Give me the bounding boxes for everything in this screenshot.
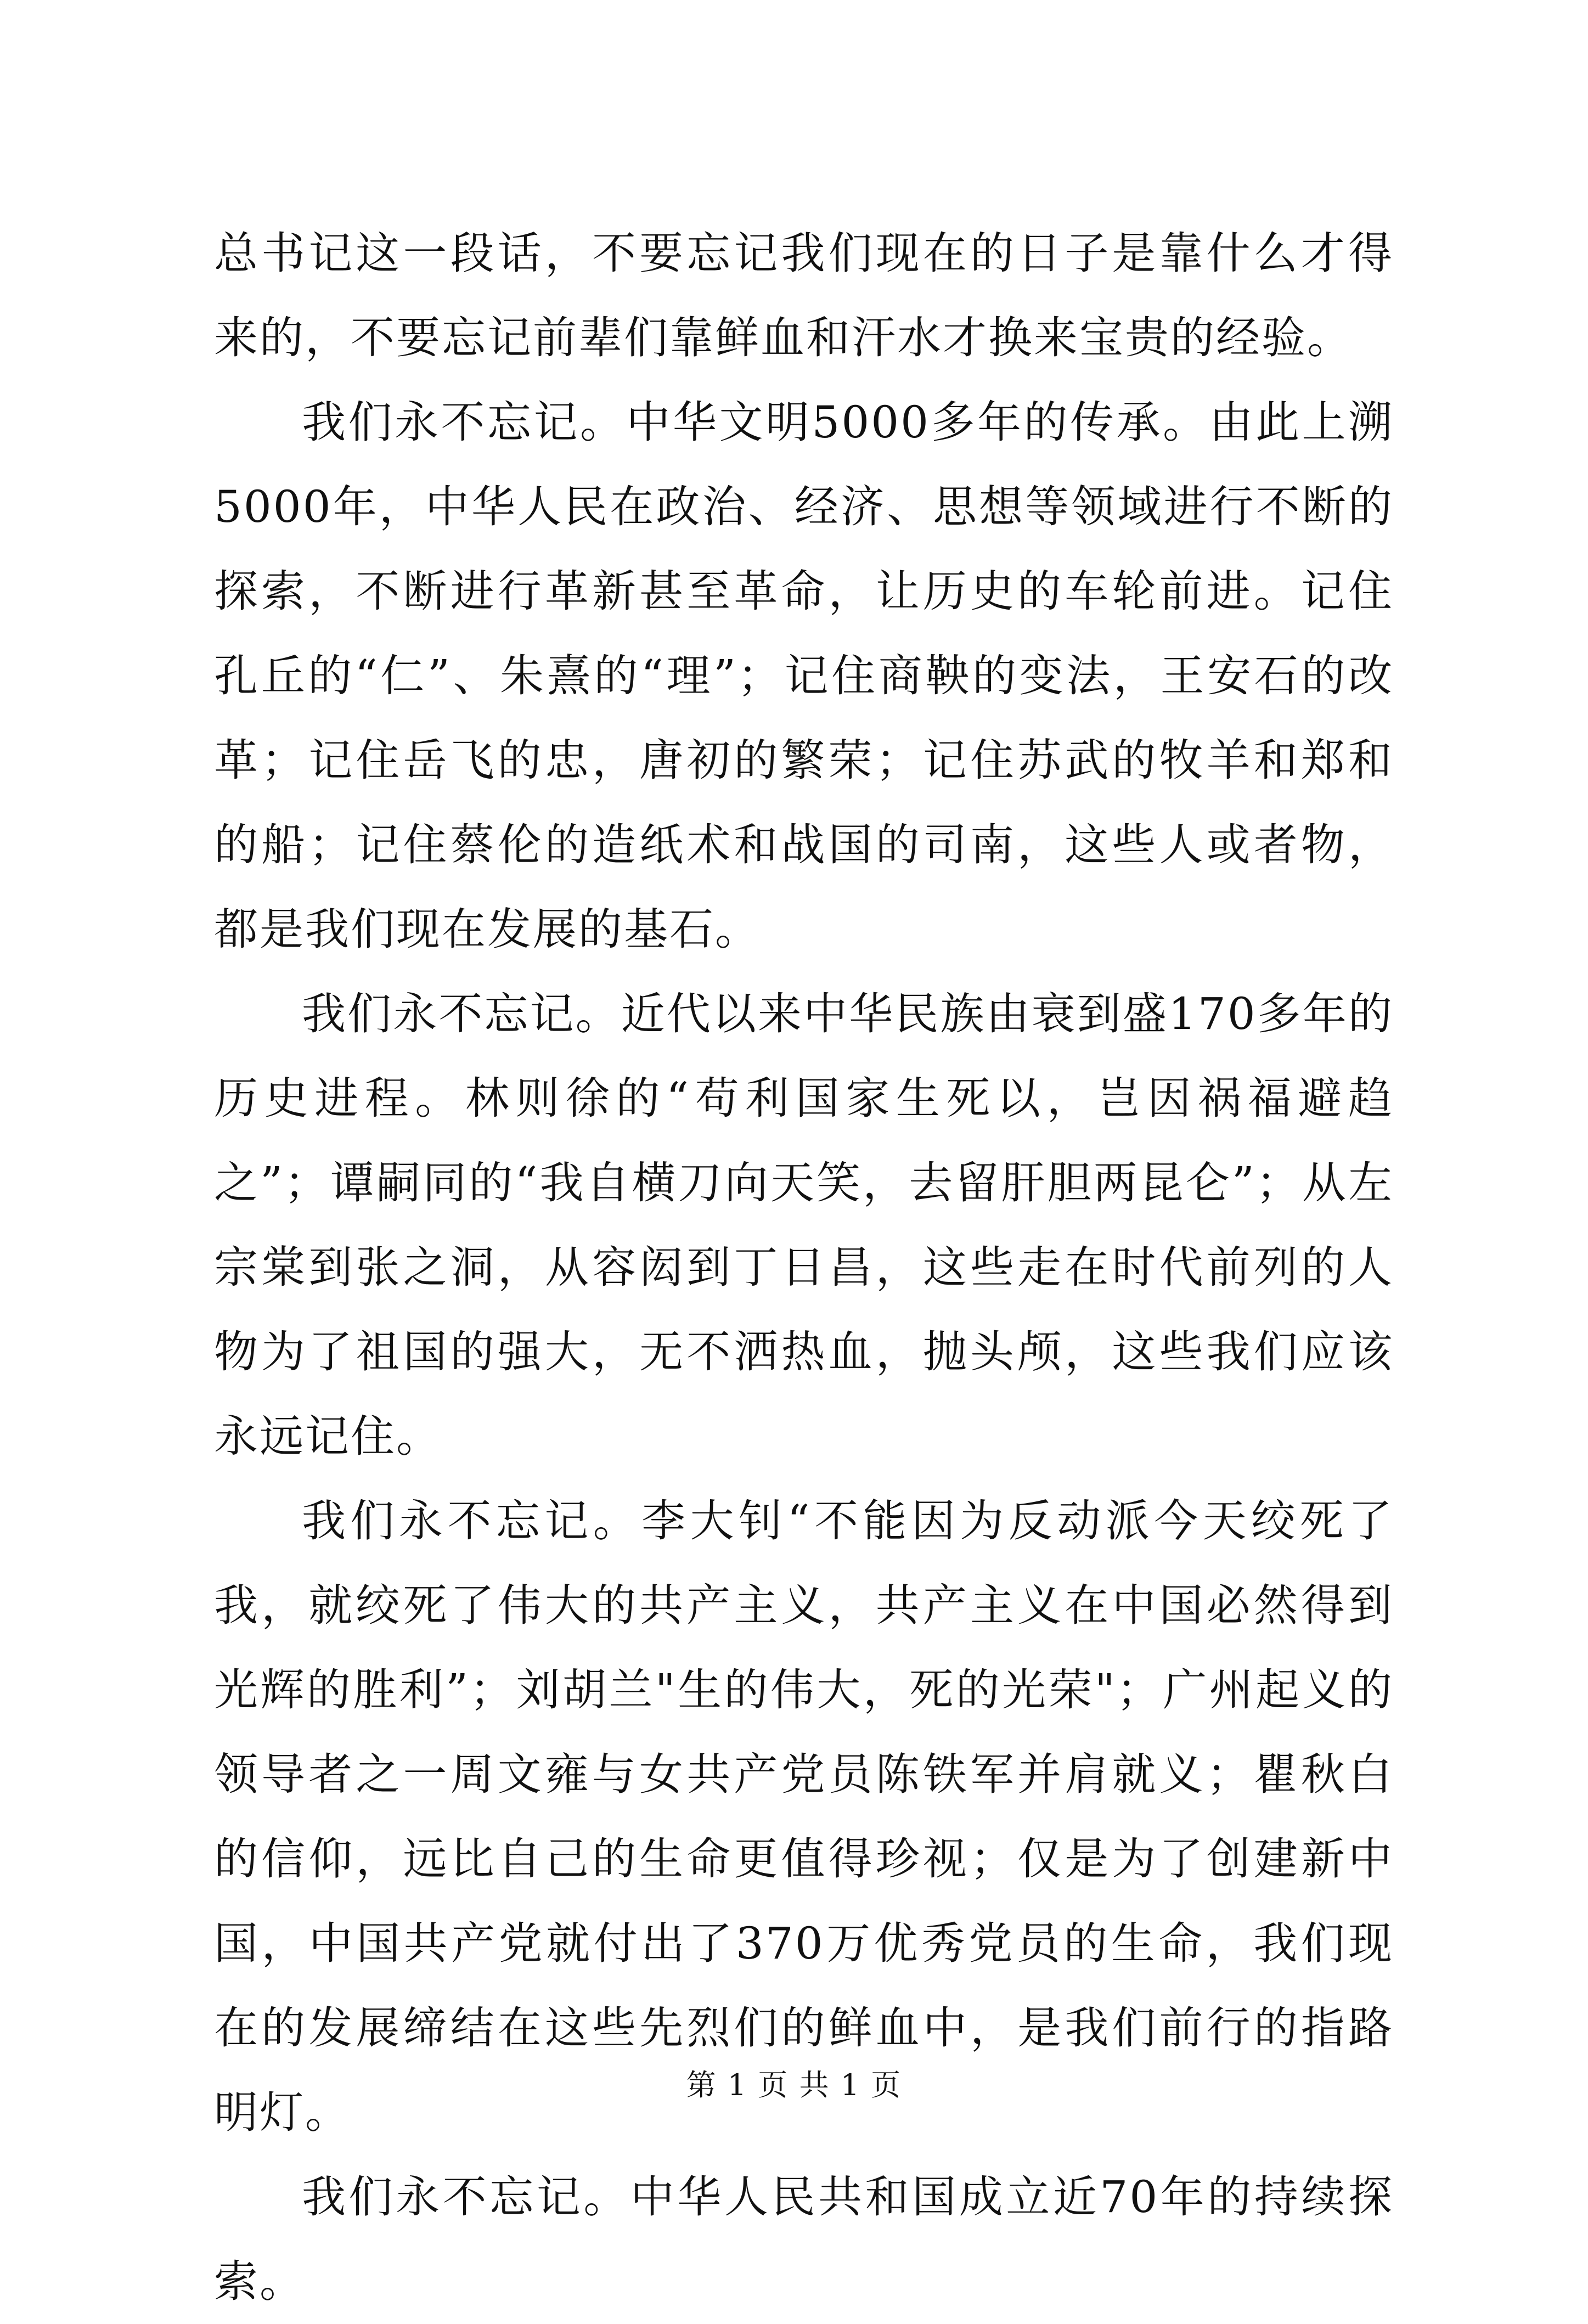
page-footer: 第 1 页 共 1 页 [686,2068,902,2102]
paragraph-2: 我们永不忘记。中华文明5000多年的传承。由此上溯5000年，中华人民在政治、经济、思想等领域进行不断的探索，不断进行革新甚至革命，让历史的车轮前进。记住孔丘的“仁”、朱熹的“理”；记住商鞅的变法，王安石的改革；记住岳飞的忠，唐初的繁荣；记住苏武的牧羊和郑和的船；记住蔡伦的造纸术和战国的司南，这些人或者物，都是我们现在发展的基石。 [214,397,1394,955]
paragraph-4: 我们永不忘记。李大钊“不能因为反动派今天绞死了我，就绞死了伟大的共产主义，共产主义在中国必然得到光辉的胜利”；刘胡兰"生的伟大，死的光荣"；广州起义的领导者之一周文雍与女共产党员陈铁军并肩就义；瞿秋白的信仰，远比自己的生命更值得珍视；仅是为了创建新中国，中国共产党就付出了370万优秀党员的生命，我们现在的发展缔结在这些先烈们的鲜血中，是我们前行的指路明灯。 [214,1495,1394,2138]
paragraph-1: 总书记这一段话，不要忘记我们现在的日子是靠什么才得来的，不要忘记前辈们靠鲜血和汗水才换来宝贵的经验。 [214,228,1394,363]
document-body [214,211,1394,2324]
paragraph-5: 我们永不忘记。中华人民共和国成立近70年的持续探索。 [214,2171,1394,2307]
paragraph-3: 我们永不忘记。近代以来中华民族由衰到盛170多年的历史进程。林则徐的“苟利国家生死以，岂因祸福避趋之”；谭嗣同的“我自横刀向天笑，去留肝胆两昆仑”；从左宗棠到张之洞，从容闳到丁日昌，这些走在时代前列的人物为了祖国的强大，无不洒热血，抛头颅，这些我们应该永远记住。 [214,988,1394,1462]
